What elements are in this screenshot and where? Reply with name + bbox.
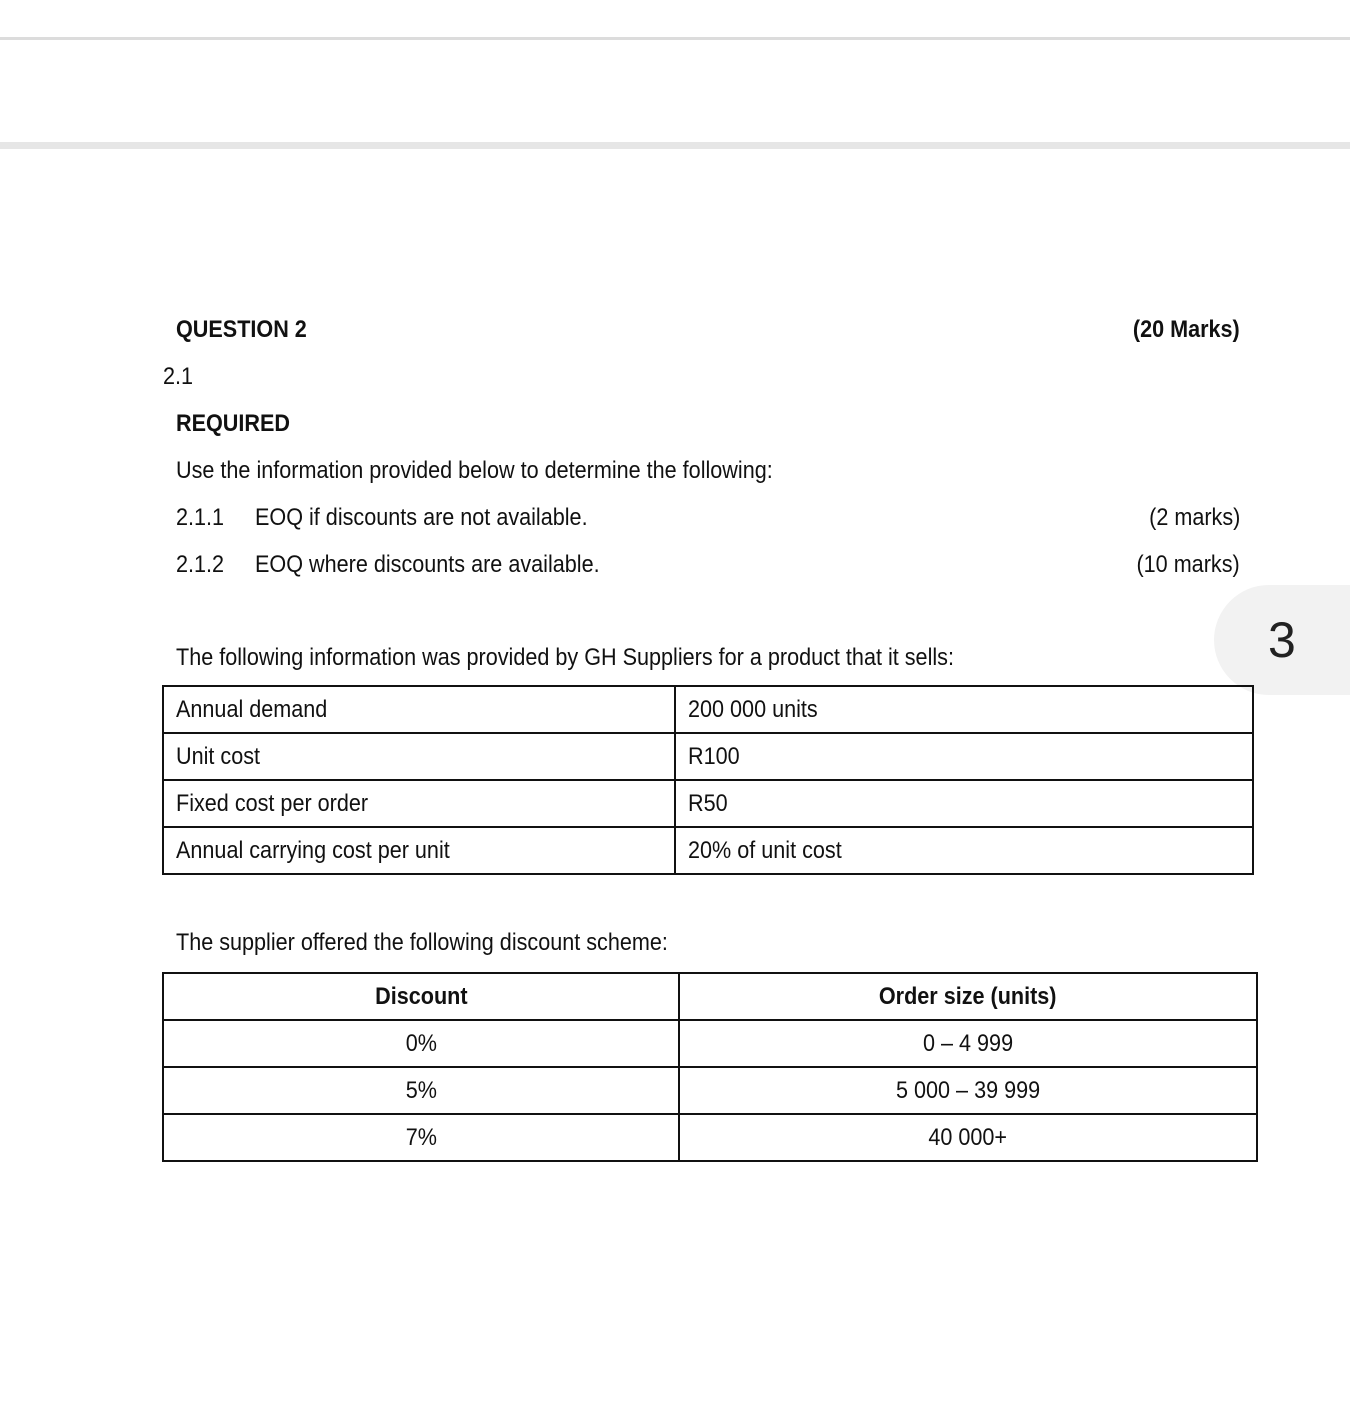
page-number-badge <box>1214 585 1350 695</box>
item-text: EOQ if discounts are not available. <box>255 504 588 531</box>
table-row <box>163 1067 1257 1114</box>
table-row <box>163 1114 1257 1161</box>
cell-text: Annual carrying cost per unit <box>176 836 450 864</box>
cell-text: 40 000+ <box>928 1123 1008 1151</box>
header-text: Order size (units) <box>879 982 1057 1010</box>
info-table-intro: The following information was provided by GH Suppliers for a product that it sells: <box>176 644 954 671</box>
table-cell-order-size <box>679 1020 1257 1067</box>
table-cell-value <box>675 780 1253 827</box>
table-row <box>163 780 1253 827</box>
column-header <box>163 973 679 1020</box>
table-header-row <box>163 973 1257 1020</box>
header-divider <box>0 142 1350 149</box>
cell-text: 0% <box>405 1029 437 1057</box>
item-text: EOQ where discounts are available. <box>255 551 600 578</box>
cell-text: 20% of unit cost <box>688 836 842 864</box>
item-number: 2.1.2 <box>176 551 225 578</box>
page-number: 3 <box>1268 612 1296 668</box>
cell-text: R50 <box>688 789 728 817</box>
section-number: 2.1 <box>163 363 194 390</box>
table-cell-label <box>163 827 675 874</box>
info-table <box>162 685 1254 875</box>
top-divider <box>0 37 1350 40</box>
required-heading: REQUIRED <box>176 410 291 437</box>
item-marks: (10 marks) <box>1136 551 1240 578</box>
table-row <box>163 1020 1257 1067</box>
cell-text: R100 <box>688 742 740 770</box>
table-cell-value <box>675 827 1253 874</box>
cell-text: 0 – 4 999 <box>922 1029 1014 1057</box>
table-cell-label <box>163 733 675 780</box>
cell-text: Annual demand <box>176 695 328 723</box>
table-cell-label <box>163 780 675 827</box>
table-cell-discount <box>163 1114 679 1161</box>
table-cell-value <box>675 686 1253 733</box>
table-cell-discount <box>163 1067 679 1114</box>
discount-table <box>162 972 1258 1162</box>
cell-text: 5% <box>405 1076 437 1104</box>
table-cell-value <box>675 733 1253 780</box>
discount-table-intro: The supplier offered the following discount scheme: <box>176 929 668 956</box>
item-marks: (2 marks) <box>1148 504 1240 531</box>
instruction-text: Use the information provided below to determine the following: <box>176 457 773 484</box>
cell-text: 5 000 – 39 999 <box>895 1076 1041 1104</box>
table-cell-order-size <box>679 1114 1257 1161</box>
table-row <box>163 686 1253 733</box>
question-marks: (20 Marks) <box>1133 316 1240 343</box>
cell-text: Fixed cost per order <box>176 789 369 817</box>
table-row <box>163 827 1253 874</box>
item-number: 2.1.1 <box>176 504 225 531</box>
cell-text: Unit cost <box>176 742 261 770</box>
cell-text: 200 000 units <box>688 695 818 723</box>
column-header <box>679 973 1257 1020</box>
question-title: QUESTION 2 <box>176 316 307 343</box>
header-text: Discount <box>374 982 468 1010</box>
table-row <box>163 733 1253 780</box>
table-cell-order-size <box>679 1067 1257 1114</box>
cell-text: 7% <box>405 1123 437 1151</box>
table-cell-label <box>163 686 675 733</box>
table-cell-discount <box>163 1020 679 1067</box>
